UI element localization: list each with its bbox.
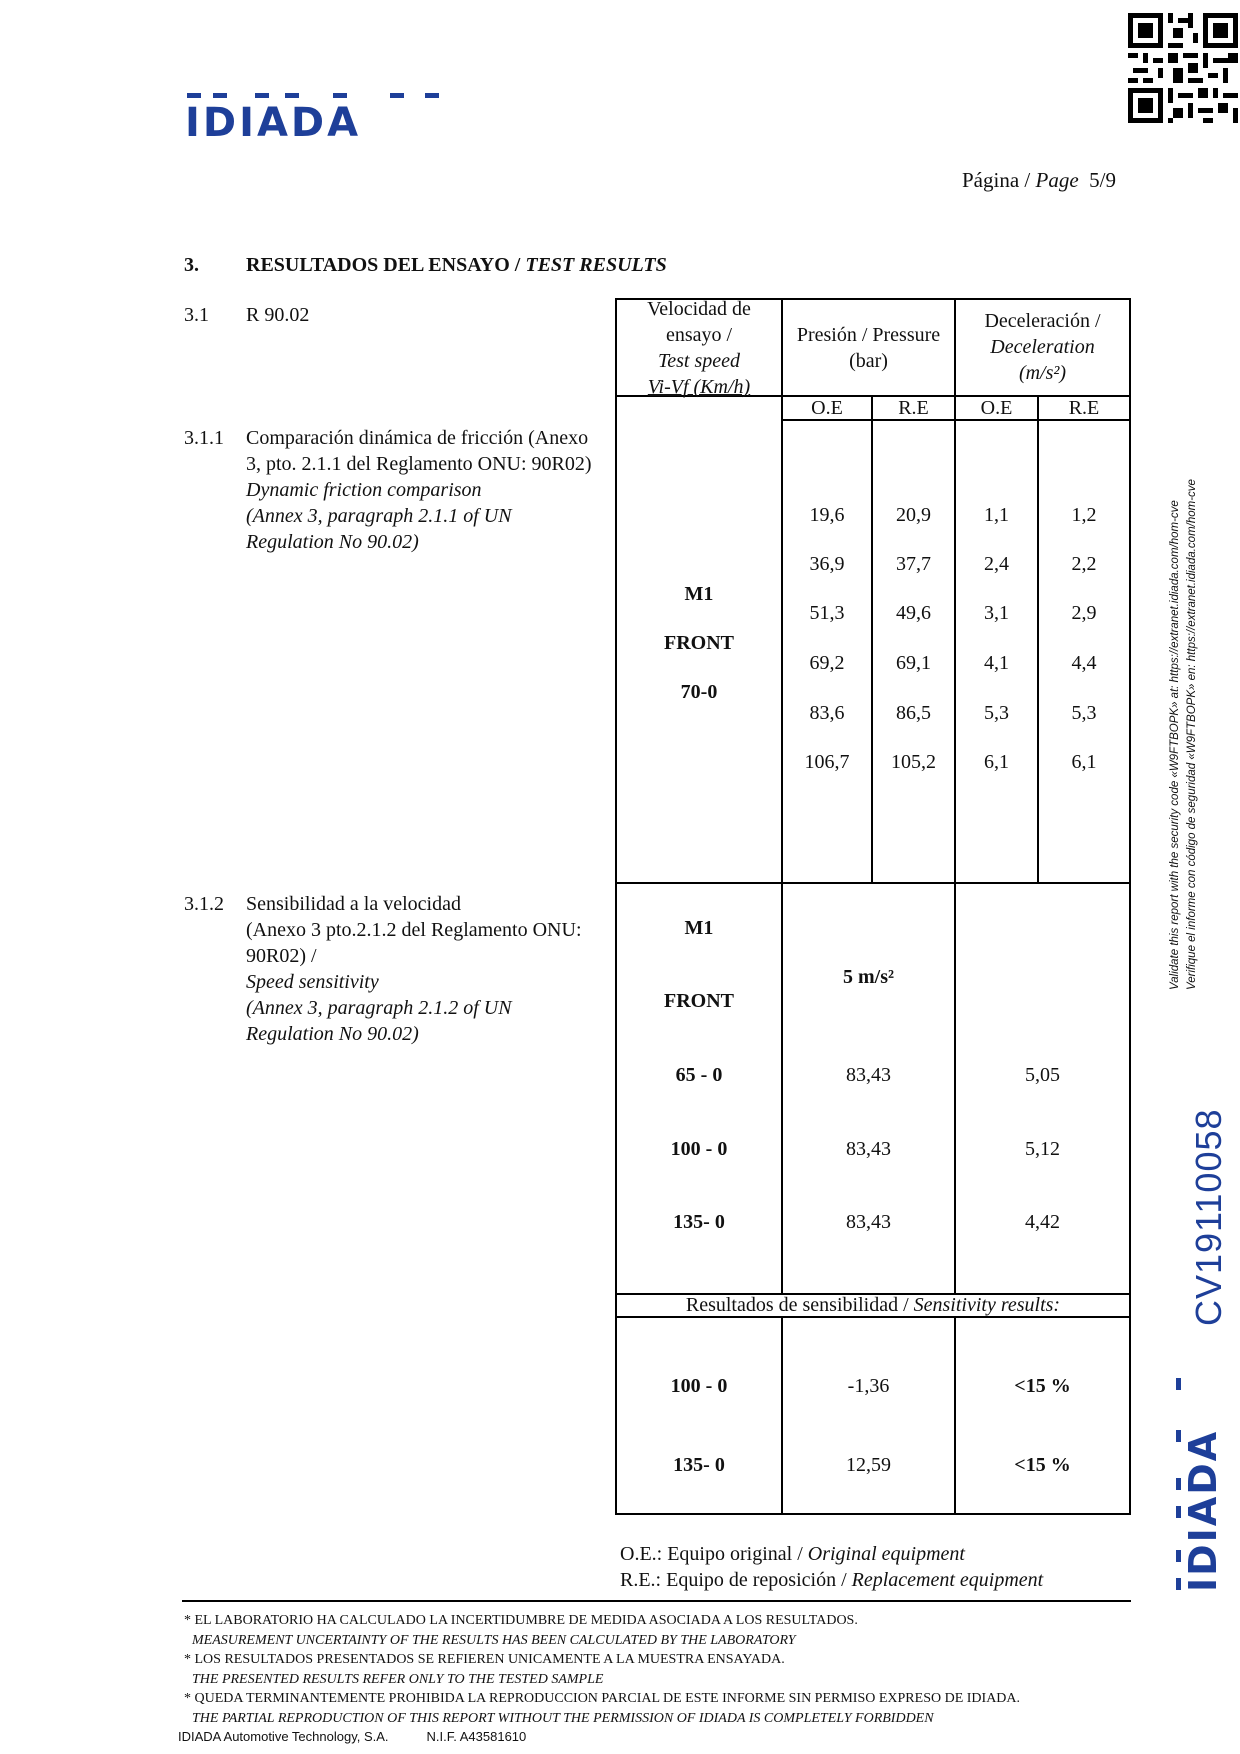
friction-decel-re-4: 4,4 <box>1071 652 1097 674</box>
speed-sens-speed-3: 135- 0 <box>673 1211 725 1233</box>
friction-pressure-re-3: 49,6 <box>896 602 931 624</box>
friction-condition: M1 FRONT 70-0 <box>664 583 734 703</box>
legend-oe: O.E.: Equipo original / Original equipment <box>620 1543 965 1565</box>
qr-code <box>1128 12 1238 124</box>
speed-sens-cond2: FRONT <box>664 990 734 1012</box>
friction-decel-oe-3: 3,1 <box>984 602 1009 624</box>
friction-decel-oe-6: 6,1 <box>984 751 1009 773</box>
header-deceleration: Deceleración / Deceleration (m/s²) <box>984 310 1101 384</box>
friction-pressure-oe-1: 19,6 <box>809 504 845 526</box>
subsection-3-1-2-text: Sensibilidad a la velocidad (Anexo 3 pto.2.1.2 del Reglamento ONU: 90R02) / Speed sensitivity (Annex 3, paragraph 2.1.2 of UN Regulation No 90.02) <box>246 893 582 1045</box>
subsection-3-1-title: R 90.02 <box>246 304 310 326</box>
side-idiada-logo-text: IDIADA <box>1181 1429 1225 1592</box>
validation-note: Validate this report with the security code «W9FTBOPK» at: https://extranet.idiada.com/hom-cve Verifique el informe con código de seguridad «W9FTBOPK» en: https://extranet.idiada.com/hom-cve <box>1169 479 1198 990</box>
friction-pressure-oe-2: 36,9 <box>809 553 845 575</box>
friction-pressure-re-1: 20,9 <box>896 504 931 526</box>
subsection-3-1-2-number: 3.1.2 <box>184 893 224 915</box>
speed-sens-pressure-2: 83,43 <box>846 1138 891 1160</box>
note-2-en: THE PRESENTED RESULTS REFER ONLY TO THE TESTED SAMPLE <box>192 1671 604 1687</box>
note-3-en: THE PARTIAL REPRODUCTION OF THIS REPORT WITHOUT THE PERMISSION OF IDIADA IS COMPLETELY FORBIDDEN <box>192 1710 934 1726</box>
header-test-speed: Velocidad de ensayo / Test speed Vi-Vf (Km/h) <box>647 298 751 398</box>
friction-pressure-re-2: 37,7 <box>896 553 931 575</box>
friction-decel-oe-1: 1,1 <box>984 504 1009 526</box>
header-decel-re: R.E <box>1068 397 1100 419</box>
friction-decel-oe-5: 5,3 <box>984 702 1009 724</box>
sensitivity-results-header: Resultados de sensibilidad / Sensitivity results: <box>685 1294 1061 1316</box>
result-speed-1: 100 - 0 <box>670 1375 728 1397</box>
friction-pressure-oe-3: 51,3 <box>809 602 845 624</box>
side-idiada-logo <box>1176 1378 1225 1594</box>
speed-sens-pressure-1: 83,43 <box>846 1064 891 1086</box>
legend-re: R.E.: Equipo de reposición / Replacement equipment <box>620 1569 1044 1591</box>
result-value-2: 12,59 <box>846 1454 891 1476</box>
header-pressure-oe: O.E <box>811 397 843 419</box>
header-pressure: Presión / Pressure (bar) <box>796 324 941 372</box>
header-decel-oe: O.E <box>980 397 1013 419</box>
subsection-3-1-number: 3.1 <box>184 304 209 326</box>
speed-sens-decel-target: 5 m/s² <box>843 966 894 988</box>
section-number: 3. <box>184 254 199 276</box>
company-footer: IDIADA Automotive Technology, S.A. N.I.F. A43581610 <box>178 1729 527 1744</box>
speed-sens-decel-1: 5,05 <box>1025 1064 1060 1086</box>
report-code: CV19110058 <box>1188 1108 1229 1326</box>
subsection-3-1-1-number: 3.1.1 <box>184 427 224 449</box>
friction-pressure-re-5: 86,5 <box>896 702 931 724</box>
disclaimer-notes <box>184 1611 1020 1728</box>
friction-decel-re-5: 5,3 <box>1071 702 1097 724</box>
subsection-3-1-1-text: Comparación dinámica de fricción (Anexo 3, pto. 2.1.1 del Reglamento ONU: 90R02) Dynamic friction comparison (Annex 3, paragraph 2.1.1 of UN Regulation No 90.02) <box>246 427 592 553</box>
speed-sens-decel-2: 5,12 <box>1025 1138 1060 1160</box>
speed-sens-pressure-3: 83,43 <box>846 1211 891 1233</box>
note-1-es: * EL LABORATORIO HA CALCULADO LA INCERTIDUMBRE DE MEDIDA ASOCIADA A LOS RESULTADOS. <box>184 1613 858 1628</box>
notes-divider <box>182 1600 1131 1602</box>
friction-pressure-oe-4: 69,2 <box>809 652 845 674</box>
note-2-es: * LOS RESULTADOS PRESENTADOS SE REFIEREN UNICAMENTE A LA MUESTRA ENSAYADA. <box>184 1652 785 1667</box>
speed-sens-speed-1: 65 - 0 <box>675 1064 723 1086</box>
section-title: RESULTADOS DEL ENSAYO / TEST RESULTS <box>246 254 667 276</box>
result-speed-2: 135- 0 <box>673 1454 725 1476</box>
note-1-en: MEASUREMENT UNCERTAINTY OF THE RESULTS HAS BEEN CALCULATED BY THE LABORATORY <box>192 1632 796 1648</box>
result-limit-1: <15 % <box>1014 1375 1071 1397</box>
friction-decel-re-2: 2,2 <box>1071 553 1097 575</box>
header-pressure-re: R.E <box>898 397 929 419</box>
result-limit-2: <15 % <box>1014 1454 1071 1476</box>
friction-decel-re-3: 2,9 <box>1071 602 1097 624</box>
speed-sens-cond1: M1 <box>684 917 714 939</box>
idiada-logo-text: IDIADA <box>185 100 362 146</box>
idiada-logo <box>185 93 440 148</box>
speed-sens-decel-3: 4,42 <box>1025 1211 1060 1233</box>
speed-sens-speed-2: 100 - 0 <box>670 1138 728 1160</box>
friction-pressure-re-4: 69,1 <box>896 652 931 674</box>
friction-decel-re-1: 1,2 <box>1071 504 1097 526</box>
friction-decel-oe-2: 2,4 <box>984 553 1009 575</box>
friction-pressure-re-6: 105,2 <box>891 751 936 773</box>
friction-decel-re-6: 6,1 <box>1071 751 1097 773</box>
page-number: Página / Page 5/9 <box>962 168 1116 192</box>
friction-decel-oe-4: 4,1 <box>984 652 1009 674</box>
note-3-es: * QUEDA TERMINANTEMENTE PROHIBIDA LA REPRODUCCION PARCIAL DE ESTE INFORME SIN PERMISO EXPRESO DE IDIADA. <box>184 1691 1021 1706</box>
friction-pressure-oe-5: 83,6 <box>809 702 845 724</box>
result-value-1: -1,36 <box>847 1375 890 1397</box>
friction-pressure-oe-6: 106,7 <box>804 751 850 773</box>
